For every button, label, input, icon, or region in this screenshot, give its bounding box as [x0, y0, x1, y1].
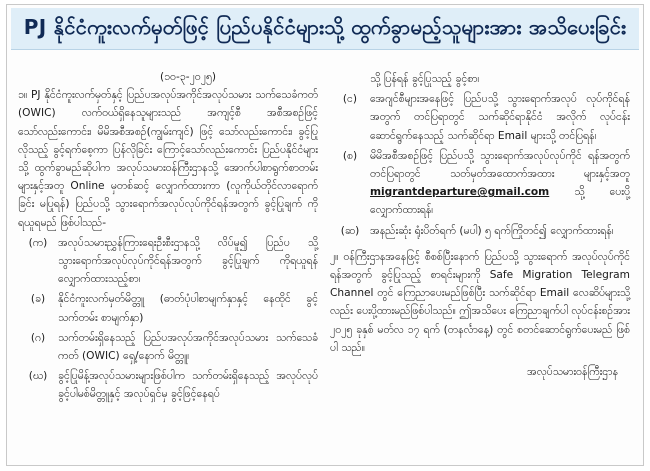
paragraph-1 — [18, 86, 318, 232]
list-marker: (ဆ) — [340, 224, 360, 237]
paragraph-1-text: PJ နိုင်ငံကူးလက်မှတ်နှင့် ပြည်ပအလုပ်အကိုင်အလုပ်သမား သက်သေခံကတ် (OWIC) လက်ဝယ်ရှိနေသူများသည် အကျင့်စီ အစီအစဉ်ဖြင့်သော်လည်းကောင်း၊ မိမိအစီအစဉ်(ကျွမ်းကျင်) ဖြင့် သော်လည်းကောင်း၊ ခွင့်ပြုလိုသည့် ခွင့်ရက်စေ့ကာ ပြန်လိုခြင်း ကြောင့်သော်လည်းကောင်း ပြည်ပနိုင်ငံများသို့ ထွက်ခွာမည်ဆိုပါက အလုပ်သမားဝန်ကြီးဌာနသို့ အောက်ပါစာရွက်စာတမ်းများနှင့်အတူ Online မှတစ်ဆင့် လျှောက်ထားကာ (လူကိုယ်တိုင်လာရောက်ခြင်း မပြုရန်) ပြည်ပသို့ သွားရောက်အလုပ်လုပ်ကိုင်ရန်အတွက် ခွင့်ပြုချက် ကို ရယူရမည် ဖြစ်ပါသည်- — [18, 89, 319, 229]
list-text: အေဂျင်စီများအနေဖြင့် ပြည်ပသို့ သွားရောက်အလုပ် လုပ်ကိုင်ရန်အတွက် တင်ပြရာတွင် သက်ဆိုင်ရာနိုင်ငံ အလိုက် လုပ်ငန်းဆောင်ရွက်နေသည့် သက်ဆိုင်ရာ Email များသို့ တင်ပြရန်၊ — [370, 93, 630, 142]
paragraph-2-text: ဝန်ကြီးဌာနအနေဖြင့် စီစစ်ပြီးနောက် ပြည်ပသို့ သွားရောက် အလုပ်လုပ်ကိုင်ရန်အတွက် ခွင့်ပြုသည့် စာရင်းများကို Safe Migration Telegram Channel တွင် ကြေညာပေးမည်ဖြစ်ပြီး သက်ဆိုင်ရာ Email လေဆိပ်များသို့လည်း ပေးပို့ထားမည်ဖြစ်ပါသည်။ ဤအသိပေး ကြေညာချက်ပါ လုပ်ငန်းစဉ်အား ၂၀၂၅ ခုနှစ် မတ်လ ၁၇ ရက် (တနင်္လာနေ့) တွင် စတင်ဆောင်ရွက်ပေးမည် ဖြစ်ပါ သည်။ — [330, 250, 631, 354]
paragraph-2-number: ၂။ — [330, 250, 339, 263]
email-link[interactable]: migrantdeparture@gmail.com — [370, 186, 550, 199]
left-column — [18, 68, 318, 404]
list-item — [18, 329, 318, 365]
announcement-title: PJ နိုင်ငံကူးလက်မှတ်ဖြင့် ပြည်ပနိုင်ငံများသို့ ထွက်ခွာမည့်သူများအား အသိပေးခြင်း — [23, 14, 627, 39]
issuer-signature: အလုပ်သမားဝန်ကြီးဌာန — [526, 366, 618, 379]
list-marker: (င) — [342, 93, 358, 106]
paragraph-2 — [330, 248, 630, 357]
list-item-continuation — [330, 70, 630, 88]
list-text — [370, 147, 630, 220]
list-item — [18, 367, 318, 403]
list-text: ခွင့်ပြုမိန့်အလုပ်သမားများဖြစ်ပါက သက်တမ်းရှိနေသည့် အလုပ်လုပ်ခွင့်ပါမစ်မိတ္တူနှင့် အလုပ်ရှင်မှ ခွင့်ဖြင့်နေရပ် — [58, 370, 318, 401]
list-item — [330, 90, 630, 145]
list-item — [18, 290, 318, 326]
list-text: သက်တမ်းရှိနေသည့် ပြည်ပအလုပ်အကိုင်အလုပ်သမား သက်သေခံကတ် (OWIC) ရှေ့/နောက် မိတ္တူ၊ — [58, 331, 318, 363]
list-marker: (က) — [28, 236, 48, 249]
list-item — [330, 147, 630, 220]
list-text: အလုပ်သမားညွှန်ကြားရေးဦးစီးဌာနသို့ လိပ်မူ၍ ပြည်ပ သို့ သွားရောက်အလုပ်လုပ်ကိုင်ရန်အတွက် ခွင့်ပြုချက် ကိုရယူရန် လျှောက်ထားသည့်စာ၊ — [58, 236, 318, 286]
announcement-date: (၁၀-၃-၂၀၂၅) — [159, 71, 217, 83]
list-marker: (ခ) — [30, 293, 46, 306]
list-marker: (စ) — [342, 149, 358, 162]
list-item — [18, 234, 318, 289]
paragraph-1-number: ၁။ — [18, 89, 28, 102]
list-text: နိုင်ငံကူးလက်မှတ်မိတ္တူ (ဓာတ်ပုံပါစာမျက်နှာနှင့် နေထိုင် ခွင့်သက်တမ်း စာမျက်နှာ) — [58, 293, 318, 324]
list-text: သို့ ပြန်ရန် ခွင့်ပြုသည့် ခွင့်စာ၊ — [370, 73, 480, 85]
list-item — [330, 222, 630, 240]
list-text-before: မိမိအစီအစဉ်ဖြင့် ပြည်ပသို့ သွားရောက်အလုပ်လုပ်ကိုင် ရန်အတွက် တင်ပြရာတွင် သတ်မှတ်အထောက်အထား များနှင့်အတူ — [370, 149, 630, 181]
title-banner — [11, 8, 639, 50]
list-marker: (ဃ) — [28, 370, 48, 383]
list-marker: (ဂ) — [30, 331, 46, 344]
list-text: အနည်းဆုံး ရုံးပိတ်ရက် (မပါ) ၅ ရက်ကြိုတင်၍ လျှောက်ထားရန်၊ — [370, 224, 614, 237]
list-text-after: သို့ ပေးပို့လျှောက်ထားရန်၊ — [370, 186, 630, 217]
right-column — [330, 68, 630, 381]
